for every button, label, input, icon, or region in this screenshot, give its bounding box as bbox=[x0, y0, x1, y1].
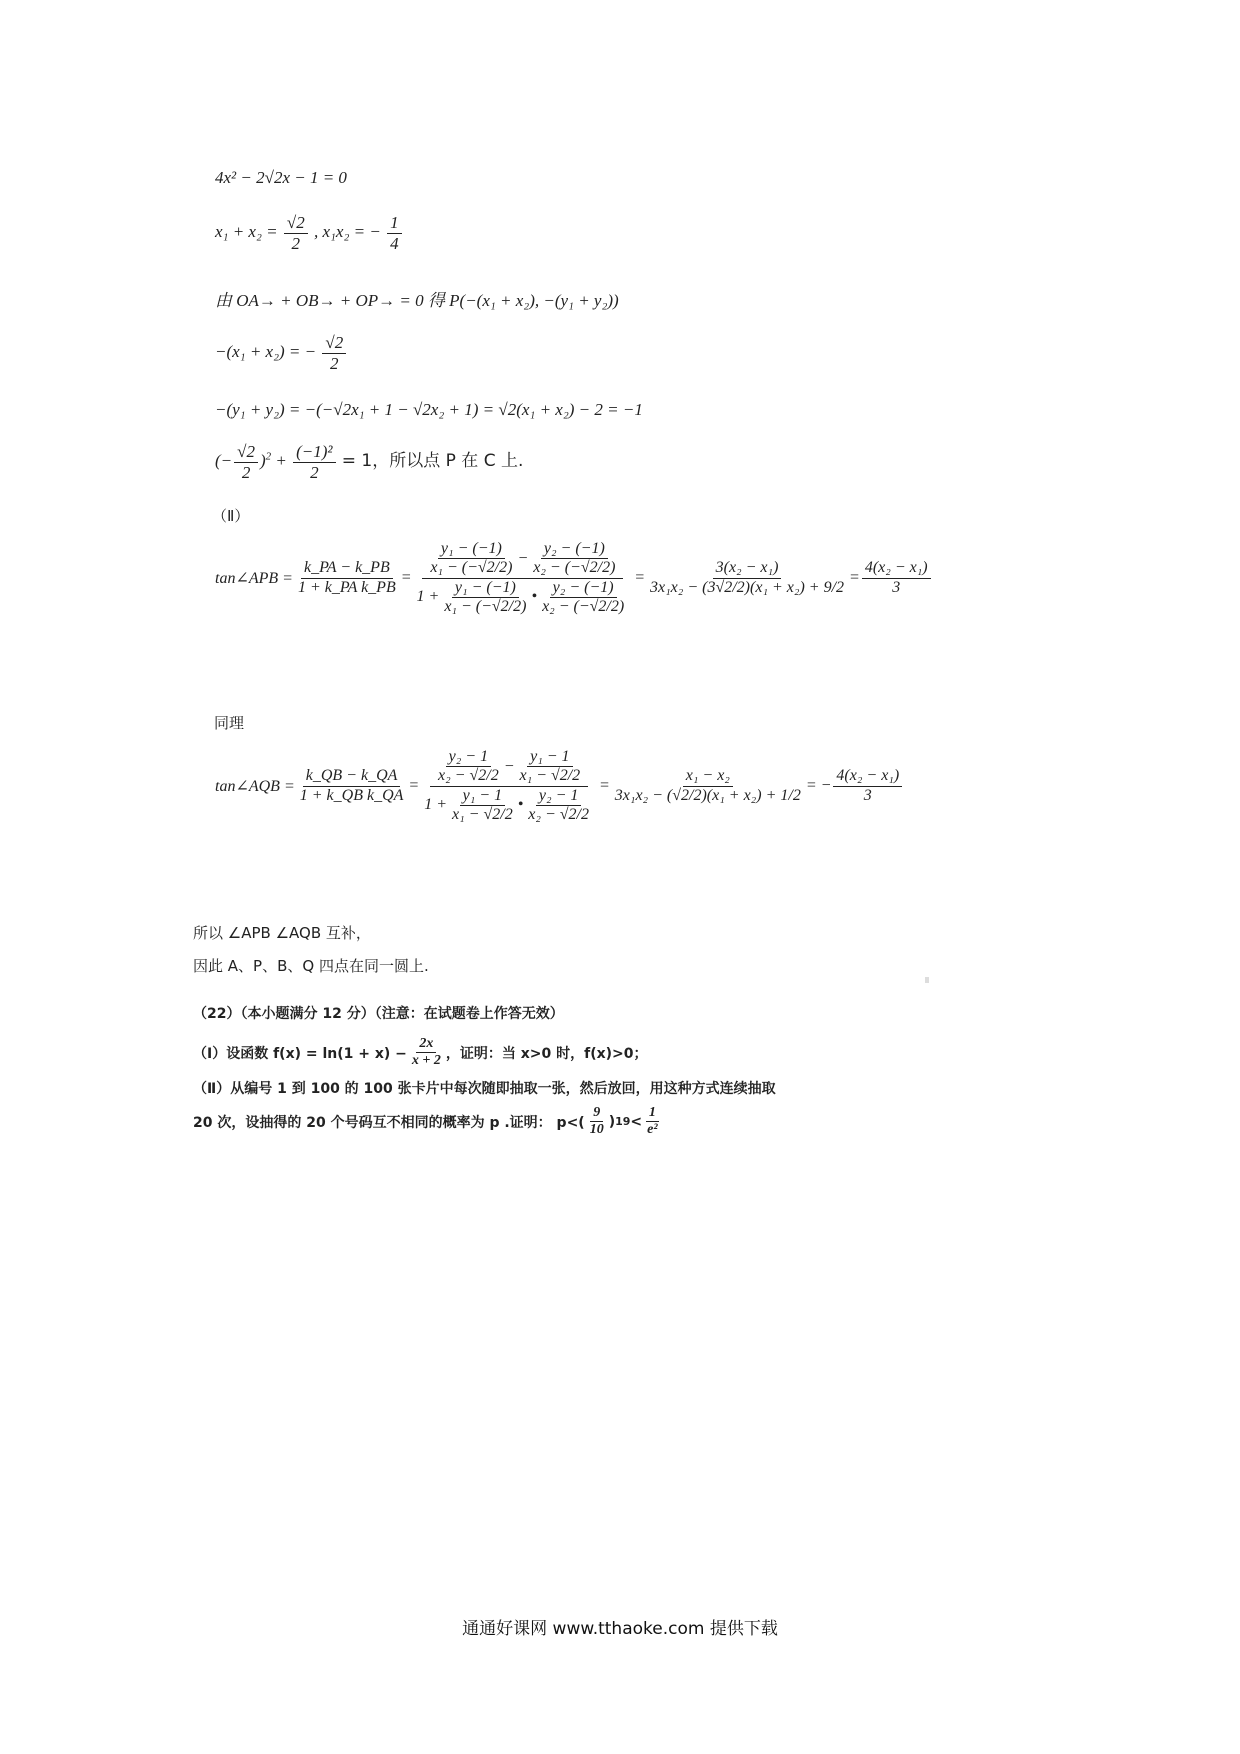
aqb-den-prefix: 1 + bbox=[424, 796, 447, 814]
apb-den-a-num: y₁ − (−1) bbox=[452, 579, 519, 598]
tan-aqb-slope-num: k_QB − k_QA bbox=[303, 767, 401, 786]
check-fraction-a bbox=[234, 442, 258, 482]
aqb-num-b-den: x₁ − √2/2 bbox=[519, 767, 581, 785]
tan-aqb-lhs: tan∠AQB = bbox=[215, 778, 295, 796]
aqb-den-a-num: y₁ − 1 bbox=[460, 787, 505, 806]
q22-p1-fraction bbox=[409, 1036, 444, 1069]
p-x-label: −(x₁ + x₂) = − bbox=[215, 341, 317, 361]
check-conclusion: = 1，所以点 P 在 C 上. bbox=[341, 450, 524, 471]
conclusion-concyclic: 因此 A、P、B、Q 四点在同一圆上. bbox=[193, 957, 429, 975]
q22-p2-fraction2 bbox=[644, 1105, 660, 1138]
apb-den-prefix: 1 + bbox=[416, 588, 440, 606]
question-22-part1 bbox=[193, 1036, 648, 1069]
vieta-sum-label: x₁ + x₂ = bbox=[215, 221, 278, 241]
tan-aqb-slope-den: 1 + k_QB k_QA bbox=[299, 786, 404, 804]
apb-r2-num: 4(x₂ − x₁) bbox=[862, 559, 931, 578]
aqb-num-b-num: y₁ − 1 bbox=[527, 748, 572, 767]
vieta-product-label: , x₁x₂ = − bbox=[313, 221, 381, 241]
aqb-den-a-den: x₁ − √2/2 bbox=[452, 806, 513, 824]
similarly-label: 同理 bbox=[214, 714, 245, 732]
equation-vector-sum: 由 OA→ + OB→ + OP→ = 0 得 P(−(x₁ + x₂), −(y₁ + y₂)) bbox=[215, 291, 619, 310]
aqb-r1-num: x₁ − x₂ bbox=[683, 767, 733, 786]
check-fraction-b bbox=[293, 442, 335, 482]
aqb-r1-den: 3x₁x₂ − (√2/2)(x₁ + x₂) + 1/2 bbox=[614, 786, 801, 804]
vieta-sum-num: √2 bbox=[284, 213, 308, 234]
part-two-label: （Ⅱ） bbox=[212, 507, 250, 525]
apb-den-a-den: x₁ − (−√2/2) bbox=[444, 598, 527, 616]
tan-aqb-expanded-fraction: $\frac{\text{y₂ − 1}}{\text{x₂ − √2/2}}$ − $\frac{\text{y₁ − 1}}{\text{x₁ − √2/2}}$ 1 + $\frac{\text{y₁ − 1}}{\text{x₁ − √2/2}}$ • $\frac{\text{y₂ − 1}}{\text{x₂ − √2/2}}$ bbox=[421, 748, 597, 825]
tan-apb-block: tan∠APB = $\frac{k\_PA - k\_PB}{\text{1 + k\_PA k\_PB}}$ = $\frac{\text{y₁ − (−1)}}{\text{x₁ − (−√2/2)}}$ − $\frac{\text{y₂ − (−1)}}{\text{x₂ − (−√2/2)}}$ 1 + $\frac{\text{y₁ − (−1)}}{\text{x₁ − (−√2/2)}}$ • $\frac{\text{y₂ − (−1)}}{\text{x₂ − (−√2/2)}}$ = $\frac{\text{3(x₂ − x₁)}}{\text{3x₁x₂ − (3√2/2)(x₁ + x₂) + 9/2}}$ = $\frac{\text{4(x₂ − x₁)}}{3}$ bbox=[215, 540, 933, 617]
apb-den-b-num: y₂ − (−1) bbox=[550, 579, 617, 598]
vieta-product-den: 4 bbox=[390, 233, 399, 253]
tan-apb-slope-fraction bbox=[295, 559, 399, 597]
q22-p2-fraction bbox=[587, 1105, 607, 1138]
equation-vieta bbox=[215, 213, 404, 253]
q22-p2-den2: e² bbox=[647, 1122, 658, 1138]
vieta-product-num: 1 bbox=[387, 213, 402, 234]
apb-num-b-num: y₂ − (−1) bbox=[541, 540, 608, 559]
tan-apb-result-fraction bbox=[862, 559, 931, 597]
tan-apb-simplified-fraction bbox=[647, 559, 847, 597]
equation-quadratic: 4x² − 2√2x − 1 = 0 bbox=[215, 168, 347, 187]
aqb-num-a-den: x₂ − √2/2 bbox=[438, 767, 499, 785]
aqb-den-b-num: y₂ − 1 bbox=[536, 787, 581, 806]
equation-p-y: −(y₁ + y₂) = −(−√2x₁ + 1 − √2x₂ + 1) = √2(x₁ + x₂) − 2 = −1 bbox=[215, 400, 643, 419]
q22-p1-den: x + 2 bbox=[411, 1053, 441, 1069]
apb-r1-num: 3(x₂ − x₁) bbox=[713, 559, 782, 578]
aqb-den-b-den: x₂ − √2/2 bbox=[528, 806, 589, 824]
question-22-part2-line2: 20 次，设抽得的 20 个号码互不相同的概率为 p .证明： p<( $\frac{9}{10}$ ) 19 < $\frac{1}{\text{e²}}$ bbox=[193, 1105, 663, 1138]
q22-p1-num: 2x bbox=[416, 1036, 436, 1053]
q22-p2-den: 10 bbox=[589, 1122, 604, 1138]
aqb-r2-den: 3 bbox=[863, 786, 872, 804]
apb-num-a-den: x₁ − (−√2/2) bbox=[430, 559, 513, 577]
check-a-num: √2 bbox=[234, 442, 258, 463]
check-b-den: 2 bbox=[310, 462, 319, 482]
aqb-num-a-num: y₂ − 1 bbox=[446, 748, 491, 767]
check-a-den: 2 bbox=[241, 462, 251, 482]
vieta-product-fraction bbox=[387, 213, 402, 253]
aqb-r2-num: 4(x₂ − x₁) bbox=[833, 767, 902, 786]
tan-apb-slope-num: k_PA − k_PB bbox=[301, 559, 393, 578]
question-22-part2-line1: （Ⅱ）从编号 1 到 100 的 100 张卡片中每次随即抽取一张，然后放回，用这种方式连续抽取 bbox=[193, 1081, 776, 1097]
q22-p2-prefix: 20 次，设抽得的 20 个号码互不相同的概率为 p .证明： p<( bbox=[193, 1114, 585, 1131]
q22-p2-exponent: 19 bbox=[615, 1115, 631, 1129]
q22-p2-mid: < bbox=[630, 1113, 643, 1130]
apb-r1-den: 3x₁x₂ − (3√2/2)(x₁ + x₂) + 9/2 bbox=[650, 578, 845, 596]
apb-num-a-num: y₁ − (−1) bbox=[438, 540, 505, 559]
tan-aqb-simplified-fraction bbox=[612, 767, 804, 805]
question-22-title: （22）（本小题满分 12 分）（注意：在试题卷上作答无效） bbox=[193, 1006, 564, 1022]
apb-num-b-den: x₂ − (−√2/2) bbox=[533, 559, 616, 577]
check-b-num: (−1)² bbox=[293, 442, 335, 463]
equation-check-on-curve: (− $\frac{√2}{2}$ )$^2$ + $\frac{\text{(−1)²}}{2}$ = 1，所以点 P 在 C 上. bbox=[215, 442, 524, 482]
tan-aqb-slope-fraction bbox=[297, 767, 407, 805]
conclusion-supplementary: 所以 ∠APB ∠AQB 互补， bbox=[193, 924, 371, 942]
equation-p-x bbox=[215, 333, 348, 373]
scan-artifact bbox=[925, 977, 929, 983]
p-x-den: 2 bbox=[330, 353, 339, 373]
page-footer: 通通好课网 www.tthaoke.com 提供下载 bbox=[462, 1619, 778, 1639]
tan-apb-expanded-fraction: $\frac{\text{y₁ − (−1)}}{\text{x₁ − (−√2/2)}}$ − $\frac{\text{y₂ − (−1)}}{\text{x₂ − (−√2/2)}}$ 1 + $\frac{\text{y₁ − (−1)}}{\text{x₁ − (−√2/2)}}$ • $\frac{\text{y₂ − (−1)}}{\text{x₂ − (−√2/2)}}$ bbox=[414, 540, 633, 617]
tan-apb-lhs: tan∠APB = bbox=[215, 570, 293, 588]
vieta-sum-den: 2 bbox=[291, 233, 301, 253]
aqb-r2-prefix: = − bbox=[805, 777, 832, 795]
apb-den-b-den: x₂ − (−√2/2) bbox=[542, 598, 625, 616]
q22-p1-suffix: ，证明：当 x>0 时，f(x)>0； bbox=[445, 1045, 648, 1062]
p-x-fraction bbox=[322, 333, 346, 373]
vieta-sum-fraction bbox=[284, 213, 308, 253]
p-x-num: √2 bbox=[322, 333, 346, 354]
tan-apb-slope-den: 1 + k_PA k_PB bbox=[297, 578, 396, 596]
q22-p1-prefix: （Ⅰ）设函数 f(x) = ln(1 + x) − bbox=[193, 1045, 407, 1062]
tan-aqb-result-fraction bbox=[833, 767, 902, 805]
q22-p2-num: 9 bbox=[590, 1105, 603, 1122]
apb-r2-den: 3 bbox=[892, 578, 901, 596]
q22-p2-num2: 1 bbox=[646, 1105, 659, 1122]
tan-aqb-block: tan∠AQB = $\frac{k\_QB - k\_QA}{\text{1 + k\_QB k\_QA}}$ = $\frac{\text{y₂ − 1}}{\text{x₂ − √2/2}}$ − $\frac{\text{y₁ − 1}}{\text{x₁ − √2/2}}$ 1 + $\frac{\text{y₁ − 1}}{\text{x₁ − √2/2}}$ • $\frac{\text{y₂ − 1}}{\text{x₂ − √2/2}}$ = $\frac{\text{x₁ − x₂}}{\text{3x₁x₂ − (√2/2)(x₁ + x₂) + 1/2}}$ = − $\frac{\text{4(x₂ − x₁)}}{3}$ bbox=[215, 748, 904, 825]
